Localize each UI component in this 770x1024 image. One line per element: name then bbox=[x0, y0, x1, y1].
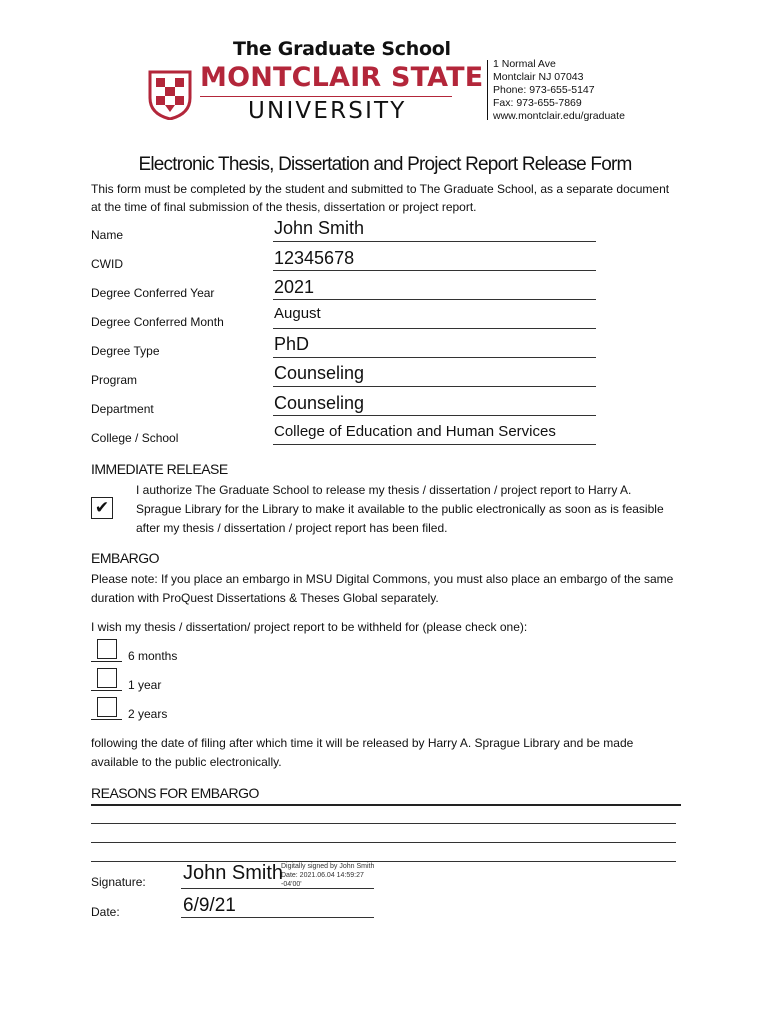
field-line bbox=[273, 299, 596, 300]
date-line bbox=[181, 917, 374, 918]
label-department: Department bbox=[91, 402, 154, 416]
digital-signature-offset: -04'00' bbox=[281, 881, 302, 888]
embargo-prompt: I wish my thesis / dissertation/ project report to be withheld for (please check one): bbox=[91, 620, 528, 634]
label-college: College / School bbox=[91, 431, 179, 445]
reasons-line[interactable] bbox=[91, 823, 676, 824]
form-title: Electronic Thesis, Dissertation and Project Report Release Form bbox=[138, 154, 632, 175]
digital-signature-details bbox=[281, 862, 374, 889]
immediate-release-checkbox[interactable]: ✔ bbox=[91, 497, 113, 519]
field-college[interactable]: College of Education and Human Services bbox=[274, 423, 556, 440]
embargo-blank bbox=[91, 690, 122, 691]
graduate-school-title: The Graduate School bbox=[233, 38, 451, 60]
embargo-blank bbox=[91, 719, 122, 720]
embargo-1-year-checkbox[interactable] bbox=[97, 668, 117, 688]
university-seal-logo bbox=[148, 68, 192, 120]
immediate-release-heading: IMMEDIATE RELEASE bbox=[91, 461, 228, 477]
label-degree-year: Degree Conferred Year bbox=[91, 286, 215, 300]
embargo-option-6-months: 6 months bbox=[128, 649, 178, 663]
embargo-6-months-checkbox[interactable] bbox=[97, 639, 117, 659]
label-degree-type: Degree Type bbox=[91, 344, 160, 358]
label-program: Program bbox=[91, 373, 138, 387]
website-line: www.montclair.edu/graduate bbox=[493, 110, 625, 122]
field-line bbox=[273, 241, 596, 242]
immediate-release-text: I authorize The Graduate School to release my thesis / dissertation / project report to Harry A. Sprague Library for the Library to make it available to the public electronically as soon as is feasible after my thesis / dissertation / project report has been filed. bbox=[136, 483, 664, 535]
field-program[interactable]: Counseling bbox=[274, 363, 365, 383]
embargo-option-1-year: 1 year bbox=[128, 678, 162, 692]
logo-divider bbox=[200, 96, 452, 97]
field-name[interactable]: John Smith bbox=[274, 218, 365, 238]
embargo-following-text: following the date of filing after which time it will be released by Harry A. Sprague Library and be made available to the public electronically. bbox=[91, 736, 634, 769]
signature-name[interactable]: John Smith bbox=[183, 862, 284, 884]
date-label: Date: bbox=[91, 905, 120, 919]
signature-line bbox=[181, 888, 374, 889]
field-department[interactable]: Counseling bbox=[274, 393, 365, 413]
reasons-heading: REASONS FOR EMBARGO bbox=[91, 785, 259, 801]
field-degree-type[interactable]: PhD bbox=[274, 334, 310, 354]
label-degree-month: Degree Conferred Month bbox=[91, 315, 224, 329]
field-line bbox=[273, 357, 596, 358]
field-cwid[interactable]: 12345678 bbox=[274, 248, 355, 268]
address-block bbox=[493, 58, 625, 123]
reasons-line[interactable] bbox=[91, 842, 676, 843]
field-line bbox=[273, 415, 596, 416]
fax-line: Fax: 973-655-7869 bbox=[493, 97, 582, 109]
address-line: Montclair NJ 07043 bbox=[493, 71, 584, 83]
embargo-heading: EMBARGO bbox=[91, 550, 160, 566]
field-line bbox=[273, 270, 596, 271]
date-value[interactable]: 6/9/21 bbox=[183, 895, 236, 916]
digital-signature-date: Date: 2021.06.04 14:59:27 bbox=[281, 872, 364, 879]
field-line bbox=[273, 328, 596, 329]
embargo-note: Please note: If you place an embargo in MSU Digital Commons, you must also place an embargo of the same duration with ProQuest Dissertations & Theses Global separately. bbox=[91, 572, 674, 605]
university-name: MONTCLAIR STATE bbox=[200, 62, 484, 93]
label-name: Name bbox=[91, 228, 124, 242]
field-degree-year[interactable]: 2021 bbox=[274, 277, 315, 297]
address-divider bbox=[487, 60, 488, 120]
embargo-option-2-years: 2 years bbox=[128, 707, 168, 721]
address-line: 1 Normal Ave bbox=[493, 58, 556, 70]
embargo-2-years-checkbox[interactable] bbox=[97, 697, 117, 717]
reasons-line[interactable] bbox=[91, 861, 676, 862]
phone-line: Phone: 973-655-5147 bbox=[493, 84, 595, 96]
intro-text: This form must be completed by the student and submitted to The Graduate School, as a separate document at the time of final submission of the thesis, dissertation or project report. bbox=[91, 182, 670, 214]
university-word: UNIVERSITY bbox=[248, 98, 407, 124]
field-line bbox=[273, 444, 596, 445]
field-degree-month[interactable]: August bbox=[274, 305, 321, 322]
signature-label: Signature: bbox=[91, 875, 146, 889]
field-line bbox=[273, 386, 596, 387]
digital-signature-line: Digitally signed by John Smith bbox=[281, 863, 375, 870]
label-cwid: CWID bbox=[91, 257, 123, 271]
embargo-blank bbox=[91, 661, 122, 662]
reasons-rule bbox=[91, 804, 681, 806]
